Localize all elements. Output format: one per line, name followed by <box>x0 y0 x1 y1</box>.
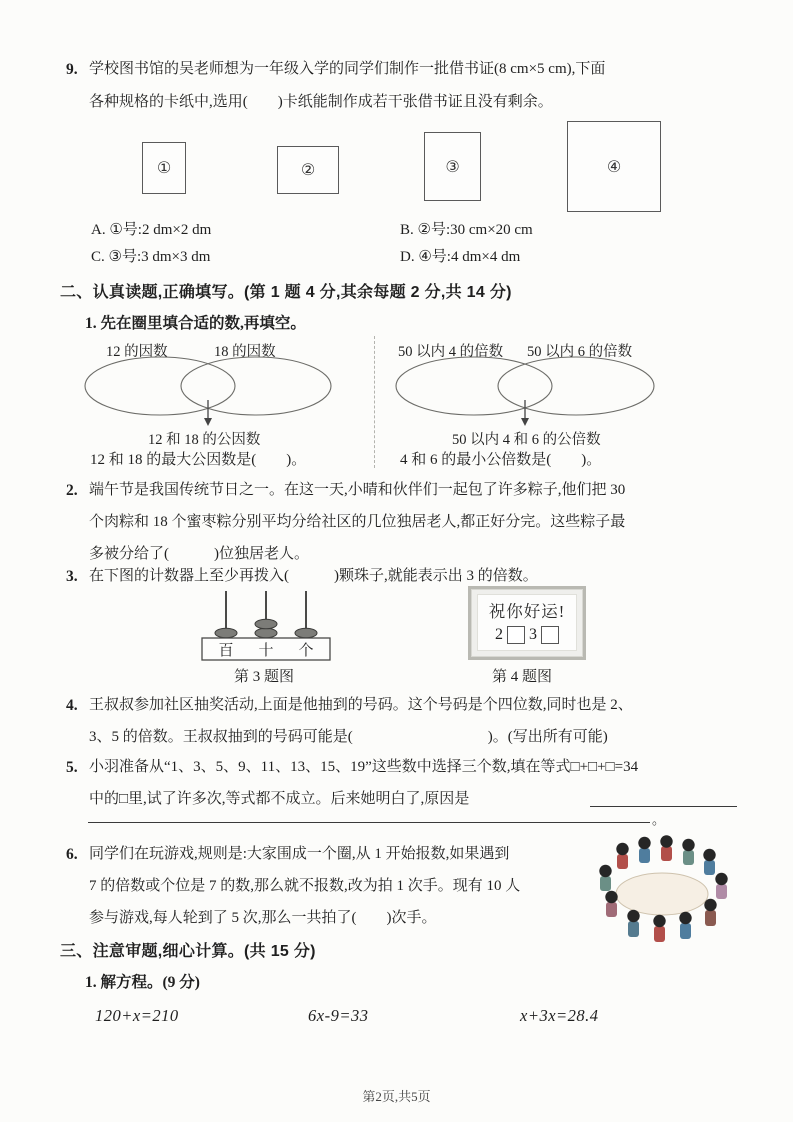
abacus-bead <box>255 619 277 629</box>
venn-right-ellipse-1 <box>396 357 552 415</box>
venn-divider <box>374 336 375 468</box>
venn-left-ellipse-1 <box>85 357 235 415</box>
question-5-line-2: 中的□里,试了许多次,等式都不成立。后来她明白了,原因是 <box>89 791 470 807</box>
abacus-bead <box>295 628 317 638</box>
section-3-title: 三、注意审题,细心计算。(共 15 分) <box>60 943 316 960</box>
question-5-line-1: 小羽准备从“1、3、5、9、11、13、15、19”这些数中选择三个数,填在等式□+□+□=34 <box>89 759 639 775</box>
abacus-figure <box>196 588 336 662</box>
card-rect-1 <box>142 142 186 194</box>
venn-left-set2-label: 18 的因数 <box>214 344 276 360</box>
question-2-line-3: 多被分给了( )位独居老人。 <box>89 546 309 562</box>
kid-figure <box>627 910 639 937</box>
page-footer: 第2页,共5页 <box>362 1089 431 1104</box>
kid-figure <box>660 835 672 861</box>
venn-left-arrow-head <box>204 418 212 426</box>
venn-right-fill-line: 4 和 6 的最小公倍数是( )。 <box>400 452 602 468</box>
option-c: C. ③号:3 dm×3 dm <box>91 249 211 265</box>
question-4-line-2: 3、5 的倍数。王叔叔抽到的号码可能是( )。(写出所有可能) <box>89 729 608 745</box>
option-b: B. ②号:30 cm×20 cm <box>400 222 533 238</box>
luck-digit-1: 2 <box>495 626 503 643</box>
card-rect-2 <box>277 146 339 194</box>
answer-blank-line-2 <box>88 806 650 823</box>
venn-left-ellipse-2 <box>181 357 331 415</box>
answer-blank-period: 。 <box>652 812 666 827</box>
luck-box-digits-row <box>486 626 568 644</box>
kids-circle-illustration <box>592 836 737 942</box>
venn-right-set2-label: 50 以内 6 的倍数 <box>527 344 633 360</box>
section-2-title: 二、认真读题,正确填写。(第 1 题 4 分,其余每题 2 分,共 14 分) <box>60 284 512 301</box>
kid-figure <box>599 865 611 891</box>
card-4-label: ④ <box>606 158 622 176</box>
figure-3-caption: 第 3 题图 <box>234 669 295 685</box>
card-2-label: ② <box>300 162 316 179</box>
answer-blank-line-1 <box>590 790 737 807</box>
abacus-bead <box>255 628 277 638</box>
venn-diagram-right-svg <box>392 356 672 438</box>
luck-digit-2: 3 <box>529 626 537 643</box>
luck-box-title: 祝你好运! <box>488 602 566 621</box>
kid-figure <box>679 912 691 939</box>
kid-figure <box>703 849 715 875</box>
figure-4-caption: 第 4 题图 <box>492 669 553 685</box>
question-1-text: 1. 先在圈里填合适的数,再填空。 <box>85 315 306 332</box>
option-d: D. ④号:4 dm×4 dm <box>400 249 521 265</box>
question-6-line-3: 参与游戏,每人轮到了 5 次,那么一共拍了( )次手。 <box>89 910 437 926</box>
venn-right-ellipse-2 <box>498 357 654 415</box>
kid-figure <box>638 837 650 863</box>
question-2-number: 2. <box>66 482 78 499</box>
kid-figure <box>653 915 665 942</box>
venn-left-set1-label: 12 的因数 <box>106 344 168 360</box>
card-rect-3 <box>424 132 481 201</box>
card-1-label: ① <box>156 160 172 177</box>
luck-box-inner <box>477 594 577 651</box>
venn-diagram-left-svg <box>82 356 337 438</box>
luck-blank-square-1 <box>507 626 525 644</box>
venn-right-arrow-head <box>521 418 529 426</box>
question-5-number: 5. <box>66 759 78 776</box>
equation-2: 6x-9=33 <box>308 1006 369 1025</box>
question-9-line-2: 各种规格的卡纸中,选用( )卡纸能制作成若干张借书证且没有剩余。 <box>89 94 553 110</box>
question-3-text: 在下图的计数器上至少再拨入( )颗珠子,就能表示出 3 的倍数。 <box>89 568 538 584</box>
abacus-bead <box>215 628 237 638</box>
equation-3: x+3x=28.4 <box>520 1006 599 1025</box>
abacus-place-ones: 个 <box>298 643 314 659</box>
question-6-number: 6. <box>66 846 78 863</box>
question-3-number: 3. <box>66 568 78 585</box>
kid-figure <box>682 839 694 865</box>
card-3-label: ③ <box>445 158 460 176</box>
luck-box <box>468 586 586 660</box>
question-9-number: 9. <box>66 61 78 78</box>
kid-figure <box>616 843 628 869</box>
kid-figure <box>605 891 617 917</box>
kid-figure <box>704 899 716 926</box>
kids-table <box>616 873 708 915</box>
abacus-place-hundreds: 百 <box>218 643 234 659</box>
question-9-line-1: 学校图书馆的吴老师想为一年级入学的同学们制作一批借书证(8 cm×5 cm),下面 <box>89 61 606 77</box>
question-6-line-2: 7 的倍数或个位是 7 的数,那么就不报数,改为拍 1 次手。现有 10 人 <box>89 878 521 894</box>
luck-blank-square-2 <box>541 626 559 644</box>
question-2-line-2: 个肉粽和 18 个蜜枣粽分别平均分给社区的几位独居老人,都正好分完。这些粽子最 <box>89 514 626 530</box>
question-6-line-1: 同学们在玩游戏,规则是:大家围成一个圈,从 1 开始报数,如果遇到 <box>89 846 510 862</box>
question-2-line-1: 端午节是我国传统节日之一。在这一天,小晴和伙伴们一起包了许多粽子,他们把 30 <box>89 482 626 498</box>
question-4-number: 4. <box>66 697 78 714</box>
venn-right-set1-label: 50 以内 4 的倍数 <box>398 344 504 360</box>
venn-left-fill-line: 12 和 18 的最大公因数是( )。 <box>90 452 307 468</box>
question-4-line-1: 王叔叔参加社区抽奖活动,上面是他抽到的号码。这个号码是个四位数,同时也是 2、 <box>89 697 633 713</box>
abacus-place-tens: 十 <box>258 643 274 659</box>
equation-1: 120+x=210 <box>95 1006 179 1025</box>
section-3-sub: 1. 解方程。(9 分) <box>85 974 200 991</box>
venn-right-intersection-label: 50 以内 4 和 6 的公倍数 <box>452 432 601 448</box>
kid-figure <box>715 873 727 899</box>
card-rect-4 <box>567 121 661 212</box>
venn-left-intersection-label: 12 和 18 的公因数 <box>148 432 261 448</box>
option-a: A. ①号:2 dm×2 dm <box>91 222 212 238</box>
